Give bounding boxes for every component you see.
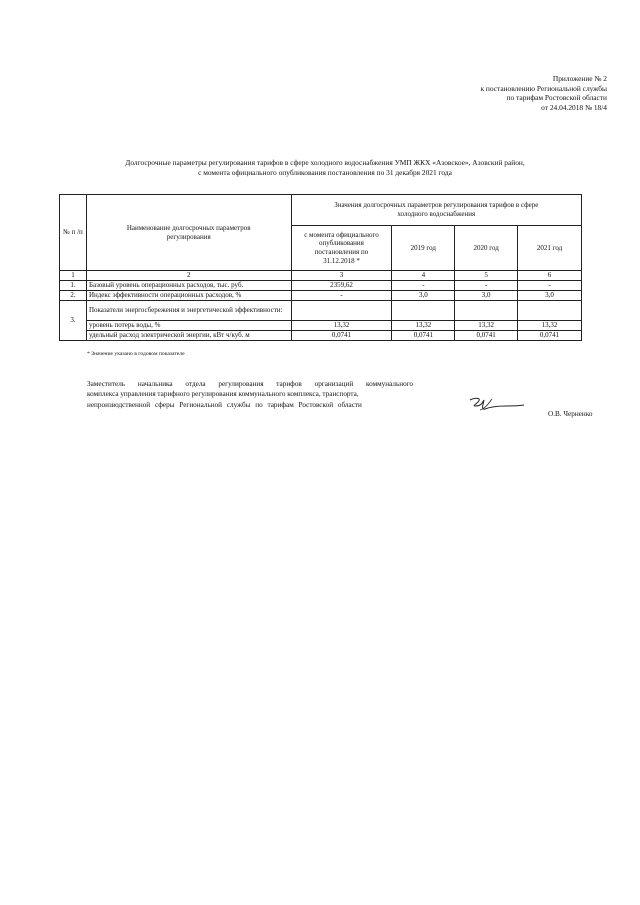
- row-value: -: [392, 281, 455, 291]
- empty-cell: [291, 301, 392, 321]
- parameters-table: [59, 194, 582, 341]
- table-row: [60, 321, 582, 331]
- signature-position-line: комплекса управления тарифного регулирования коммунального комплекса, транспорта,: [87, 390, 359, 399]
- table-row: [60, 331, 582, 341]
- header-col-current: с момента официального опубликования постановления по 31.12.2018 *: [291, 226, 392, 271]
- row-num: 1.: [60, 281, 87, 291]
- empty-cell: [455, 301, 518, 321]
- row-value: 13,32: [291, 321, 392, 331]
- row-value: 13,32: [392, 321, 455, 331]
- index-cell: 1: [60, 271, 87, 281]
- index-cell: 2: [86, 271, 291, 281]
- empty-cell: [518, 301, 582, 321]
- handwritten-signature: [466, 394, 526, 418]
- row-value: -: [455, 281, 518, 291]
- signature-position: [87, 379, 453, 410]
- appendix-line: к постановлению Региональной службы: [480, 83, 607, 93]
- index-cell: 3: [291, 271, 392, 281]
- footnote: * Значение указано в годовом показателе: [87, 351, 185, 357]
- row-name: Показатели энергосбережения и энергетической эффективности:: [86, 301, 291, 321]
- appendix-line: Приложение № 2: [552, 74, 607, 83]
- row-num: 3.: [60, 301, 87, 341]
- row-value: 3,0: [392, 291, 455, 301]
- empty-cell: [392, 301, 455, 321]
- row-name: уровень потерь воды, %: [86, 321, 291, 331]
- appendix-line: от 24.04.2018 № 18/4: [541, 102, 607, 112]
- row-name: удельный расход электрической энергии, кВт ч/куб. м: [86, 331, 291, 341]
- title-line: Долгосрочные параметры регулирования тарифов в сфере холодного водоснабжения УМП ЖКХ «Азовское», Азовский район,: [125, 158, 525, 167]
- header-col-2019: 2019 год: [392, 226, 455, 271]
- row-value: 13,32: [518, 321, 582, 331]
- row-value: 3,0: [518, 291, 582, 301]
- header-col-2021: 2021 год: [518, 226, 582, 271]
- row-name: Базовый уровень операционных расходов, тыс. руб.: [86, 281, 291, 291]
- row-value: 13,32: [455, 321, 518, 331]
- row-value: -: [518, 281, 582, 291]
- row-value: 0,0741: [291, 331, 392, 341]
- signature-position-line: непроизводственной сферы Региональной службы по тарифам Ростовской области: [87, 400, 362, 409]
- row-name: Индекс эффективности операционных расходов, %: [86, 291, 291, 301]
- header-col-2020: 2020 год: [455, 226, 518, 271]
- header-name: Наименование долгосрочных параметров регулирования: [86, 195, 291, 271]
- table-row: [60, 291, 582, 301]
- row-value: 3,0: [455, 291, 518, 301]
- table-index-row: [60, 271, 582, 281]
- signature-position-line: Заместитель начальника отдела регулирования тарифов организаций коммунального: [87, 380, 414, 388]
- header-values-group: Значения долгосрочных параметров регулирования тарифов в сфере холодного водоснабжения: [291, 195, 581, 226]
- signer-name: О.В. Черненко: [548, 410, 593, 418]
- index-cell: 4: [392, 271, 455, 281]
- appendix-line: по тарифам Ростовской области: [506, 93, 607, 103]
- row-value: -: [291, 291, 392, 301]
- row-value: 0,0741: [518, 331, 582, 341]
- row-value: 2359,62: [291, 281, 392, 291]
- row-value: 0,0741: [455, 331, 518, 341]
- index-cell: 6: [518, 271, 582, 281]
- table-row: [60, 301, 582, 321]
- table-header-row: [60, 195, 582, 226]
- index-cell: 5: [455, 271, 518, 281]
- header-num: № п /п: [60, 195, 87, 271]
- title-line: с момента официального опубликования постановления по 31 декабря 2021 года: [198, 168, 452, 178]
- appendix-header: [480, 74, 607, 112]
- row-num: 2.: [60, 291, 87, 301]
- row-value: 0,0741: [392, 331, 455, 341]
- table-row: [60, 281, 582, 291]
- document-title: [90, 158, 560, 179]
